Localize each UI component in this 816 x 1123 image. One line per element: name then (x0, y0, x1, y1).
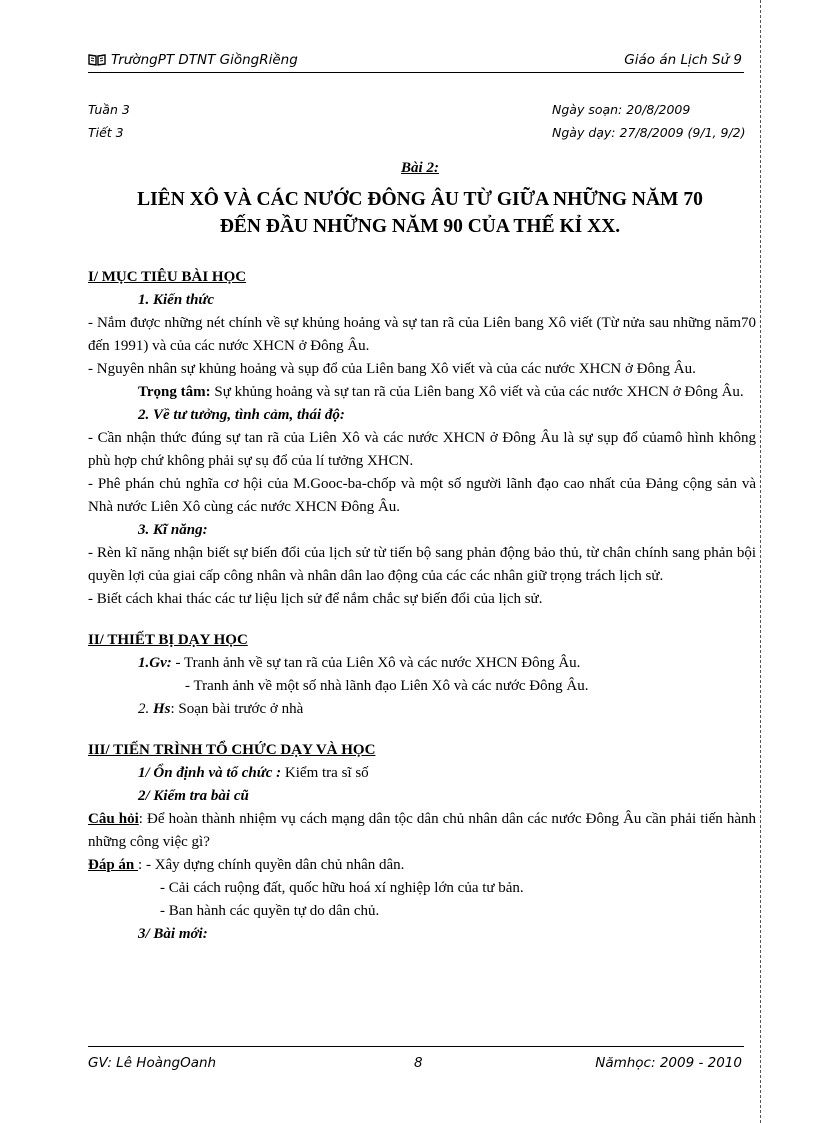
answer-item-2: - Cải cách ruộng đất, quốc hữu hoá xí nghiệp lớn của tư bản. (160, 880, 524, 896)
lesson-body (88, 266, 756, 946)
lesson-dates (552, 98, 746, 144)
subject-title: Giáo án Lịch Sử 9 (624, 52, 742, 68)
focus-text: Sự khủng hoảng và sự tan rã của Liên bang Xô viết và của các nước XHCN ở Đông Âu. (210, 384, 744, 400)
open-book-icon (88, 54, 106, 66)
spacer (88, 611, 756, 629)
question-paragraph (88, 808, 756, 854)
header-left (88, 52, 298, 68)
section-equipment-heading: II/ THIẾT BỊ DẠY HỌC (88, 632, 248, 648)
margin-guide-line (760, 0, 761, 1123)
attitude-item-2: - Phê phán chủ nghĩa cơ hội của M.Gooc-ba-chốp và một số người lãnh đạo cao nhất của Đảng cộng sản và Nhà nước Liên Xô cùng các nước XHCN Đông Âu. (88, 476, 756, 515)
organization-text: Kiểm tra sĩ số (281, 765, 369, 781)
page-header (88, 50, 744, 73)
page-number: 8 (414, 1055, 423, 1071)
knowledge-item-1: - Nắm được những nét chính về sự khủng hoảng và sự tan rã của Liên bang Xô viết (Từ nửa sau những năm70 đến 1991) và của các nước XHCN ở Đông Âu. (88, 315, 756, 354)
student-text: : Soạn bài trước ở nhà (170, 701, 304, 717)
answer-line-1 (88, 854, 756, 877)
focus-paragraph (88, 381, 756, 404)
attitude-heading: 2. Về tư tưởng, tình cảm, thái độ: (138, 407, 345, 423)
knowledge-item-2: - Nguyên nhân sự khủng hoảng và sụp đổ của Liên bang Xô viết và của các nước XHCN ở Đông Âu. (88, 361, 696, 377)
answer-item-3: - Ban hành các quyền tự do dân chủ. (160, 903, 380, 919)
teacher-name: GV: Lê HoàngOanh (88, 1055, 217, 1071)
new-lesson-heading: 3/ Bài mới: (138, 926, 208, 942)
organization-label: 1/ Ổn định và tổ chức : (138, 765, 282, 781)
week-label: Tuần 3 (88, 102, 130, 117)
period-label: Tiết 3 (88, 125, 124, 140)
date-taught: Ngày dạy: 27/8/2009 (9/1, 9/2) (552, 125, 746, 140)
lesson-number: Bài 2: (401, 160, 439, 176)
attitude-item-1: - Cần nhận thức đúng sự tan rã của Liên Xô và các nước XHCN ở Đông Âu là sự sụp đổ củamô hình không phù hợp chứ không phải sự sụ đổ của lí tưởng XHCN. (88, 430, 756, 469)
student-number: 2. (138, 701, 153, 717)
school-year: Nămhọc: 2009 - 2010 (595, 1055, 742, 1071)
question-label: Câu hỏi (88, 811, 139, 827)
section-process-heading: III/ TIẾN TRÌNH TỔ CHỨC DẠY VÀ HỌC (88, 742, 376, 758)
skills-item-1: - Rèn kĩ năng nhận biết sự biến đổi của lịch sử từ tiến bộ sang phản động bảo thủ, từ chân chính sang phản bội quyền lợi của giai cấp công nhân và nhân dân lao động của các các nhân giữ trọng trách lịch sử. (88, 545, 756, 584)
organization-line (88, 762, 756, 785)
answer-label: Đáp án (88, 857, 139, 873)
teacher-equipment-text: - Tranh ảnh về sự tan rã của Liên Xô và các nước XHCN Đông Âu. (171, 655, 581, 671)
teacher-equipment-2: - Tranh ảnh về một số nhà lãnh đạo Liên Xô và các nước Đông Âu. (185, 678, 589, 694)
review-heading: 2/ Kiểm tra bài cũ (138, 788, 249, 804)
lesson-title-line-1: LIÊN XÔ VÀ CÁC NƯỚC ĐÔNG ÂU TỪ GIỮA NHỮNG NĂM 70 (137, 189, 703, 210)
student-preparation (88, 698, 756, 721)
knowledge-heading: 1. Kiến thức (138, 292, 215, 308)
skills-item-2: - Biết cách khai thác các tư liệu lịch sử để nắm chắc sự biến đổi của lịch sử. (88, 591, 543, 607)
question-text: : Để hoàn thành nhiệm vụ cách mạng dân tộc dân chủ nhân dân các nước Đông Âu cần phải tiến hành những công việc gì? (88, 811, 756, 850)
skills-heading: 3. Kĩ năng: (138, 522, 208, 538)
teacher-label: 1.Gv: (138, 655, 172, 671)
week-period (88, 98, 130, 144)
answer-item-1: : - Xây dựng chính quyền dân chủ nhân dân. (138, 857, 405, 873)
spacer (88, 721, 756, 739)
section-objectives-heading: I/ MỤC TIÊU BÀI HỌC (88, 269, 247, 285)
focus-label: Trọng tâm: (138, 384, 211, 400)
school-name: TrườngPT DTNT GiồngRiềng (111, 52, 298, 68)
lesson-title (88, 186, 752, 240)
lesson-title-line-2: ĐẾN ĐẦU NHỮNG NĂM 90 CỦA THẾ KỈ XX. (219, 216, 621, 237)
student-label: Hs (153, 701, 171, 717)
date-prepared: Ngày soạn: 20/8/2009 (552, 102, 691, 117)
page-footer (88, 1046, 744, 1071)
teacher-equipment-1 (88, 652, 756, 675)
